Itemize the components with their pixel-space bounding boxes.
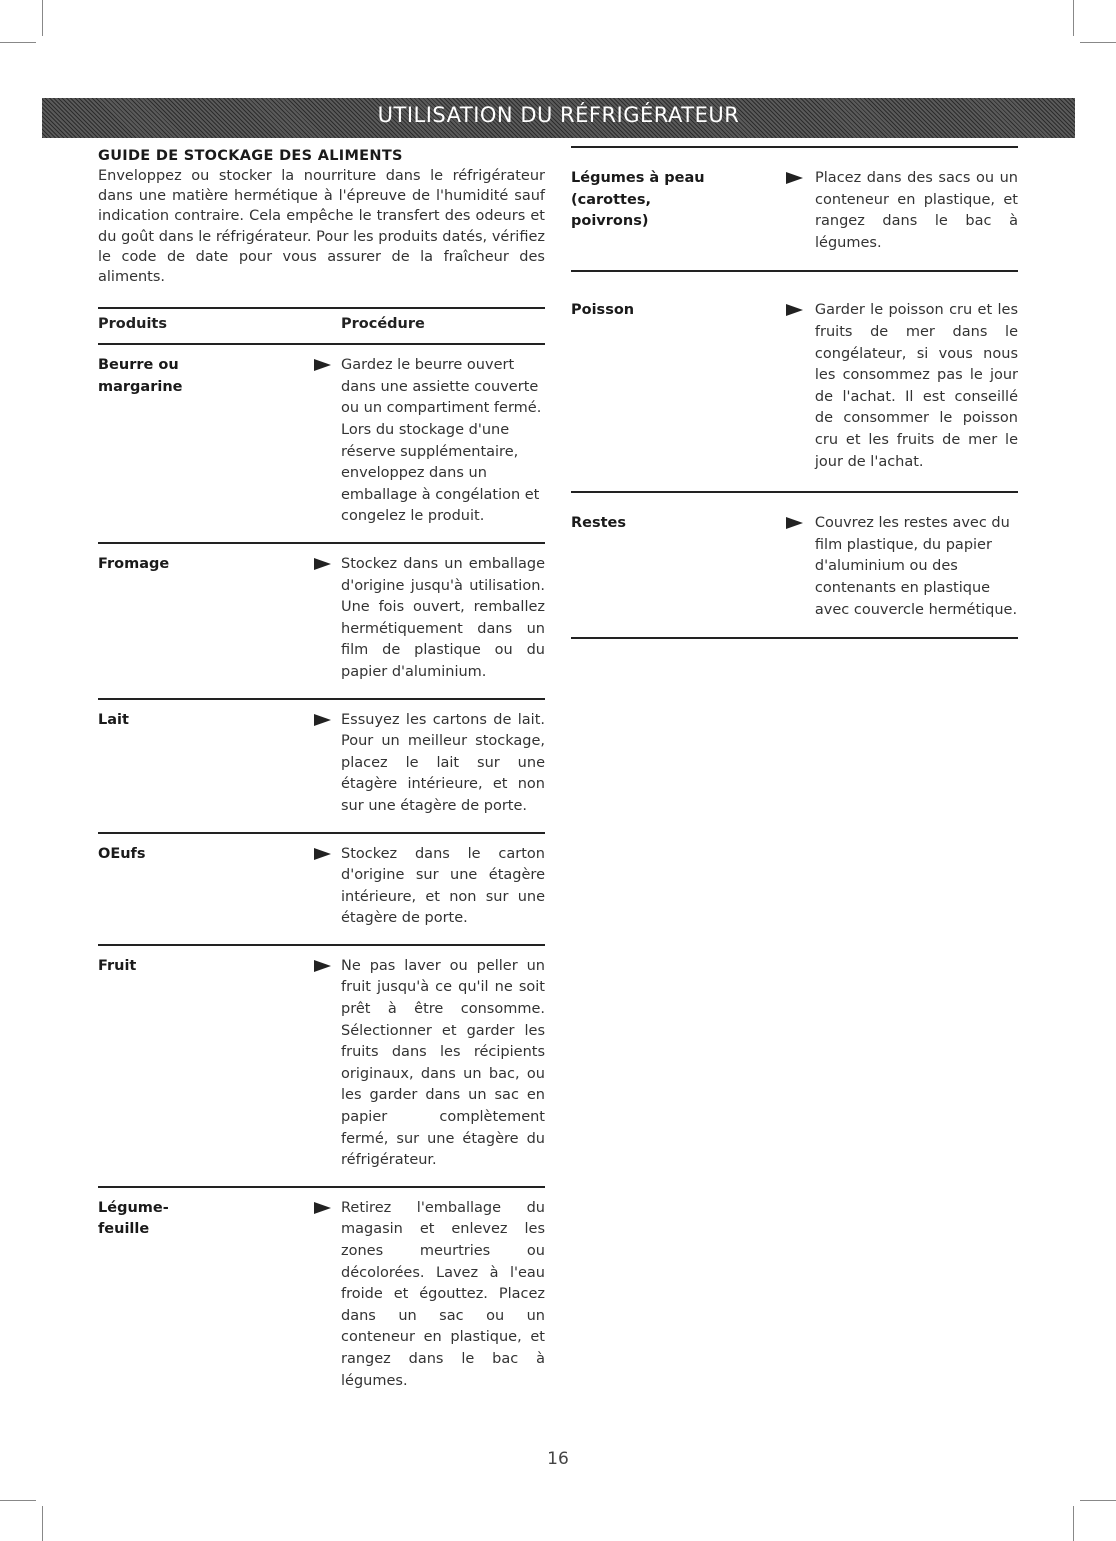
triangle-arrow-icon [298,844,341,930]
triangle-arrow-icon [298,1198,341,1392]
product-name: OEufs [98,845,146,862]
column-header-procedure: Procédure [341,316,425,333]
triangle-arrow-icon [772,300,815,473]
right-column [571,146,1018,639]
triangle-arrow-icon [298,554,341,684]
procedure-text: Stockez dans le carton d'origine sur une étagère intérieure, et non sur une étagère de porte. [341,845,545,927]
product-name: Fruit [98,957,137,974]
triangle-arrow-icon [298,710,341,818]
table-row [98,345,545,542]
table-rule [571,637,1018,639]
procedure-text: Stockez dans un emballage d'origine jusqu'à utilisation. Une fois ouvert, remballez hermétiquement dans un film de plastique ou du papier d'aluminium. [341,555,545,680]
crop-mark [1073,1506,1074,1541]
triangle-arrow-icon [298,355,341,528]
procedure-text: Essuyez les cartons de lait. Pour un meilleur stockage, placez le lait sur une étagère intérieure, et non sur une étagère de porte. [341,711,545,814]
procedure-text: Ne pas laver ou peller un fruit jusqu'à ce qu'il ne soit prêt à être consomme. Sélectionner et garder les fruits dans les récipients originaux, dans un bac, ou les garder dans un sac en papier complètement fermé, sur une étagère du réfrigérateur. [341,957,545,1169]
table-row [571,493,1018,637]
column-header-products: Produits [98,316,167,333]
crop-mark [42,1506,43,1541]
crop-mark [0,1500,36,1501]
procedure-text: Garder le poisson cru et les fruits de mer dans le congélateur, si vous nous les consommez pas le jour de l'achat. Il est conseillé de consommer le poisson cru et les fruits de mer le jour de l'achat. [814,302,1018,470]
procedure-text: Retirez l'emballage du magasin et enlevez les zones meurtries ou décolorées. Lavez à l'eau froide et égouttez. Placez dans un sac ou un conteneur en plastique, et rangez dans le bac à légumes. [341,1199,545,1389]
crop-mark [0,42,36,43]
table-row [98,946,545,1186]
table-header [98,309,545,343]
guide-title: GUIDE DE STOCKAGE DES ALIMENTS [98,148,403,164]
crop-mark [42,0,43,36]
guide-intro: Enveloppez ou stocker la nourriture dans le réfrigérateur dans une matière hermétique à l'épreuve de l'humidité sauf indication contraire. Cela empêche le transfert des odeurs et du goût dans le réfrigérateur. Pour les produits datés, vérifiez le code de date pour vous assurer de la fraîcheur des aliments. [98,168,545,286]
product-name: Lait [98,711,129,728]
table-row [571,272,1018,491]
crop-mark [1080,42,1116,43]
product-name: Poisson [571,302,635,319]
procedure-text: Placez dans des sacs ou un conteneur en plastique, et rangez dans le bac à légumes. [815,170,1018,251]
product-name: Beurre ou margarine [98,357,183,395]
left-column [98,146,545,1406]
product-name: Légumes à peau (carottes, poivrons) [571,170,705,229]
table-row [98,834,545,944]
triangle-arrow-icon [772,168,815,254]
table-row [98,700,545,832]
product-name: Fromage [98,555,170,572]
crop-mark [1080,1500,1116,1501]
table-row [98,544,545,698]
table-row [571,148,1018,270]
procedure-text: Couvrez les restes avec du film plastique, du papier d'aluminium ou des contenants en plastique avec couvercle hermétique. [814,515,1018,618]
banner-title: UTILISATION DU RÉFRIGÉRATEUR [377,103,740,127]
triangle-arrow-icon [772,513,815,621]
section-banner [42,98,1075,138]
product-name: Légume-feuille [98,1199,169,1238]
product-name: Restes [571,515,627,532]
crop-mark [1073,0,1074,36]
table-row [98,1188,545,1406]
page-number: 16 [547,1449,569,1469]
procedure-text: Gardez le beurre ouvert dans une assiette couverte ou un compartiment fermé. Lors du stockage d'une réserve supplémentaire, enveloppez dans un emballage à congélation et congelez le produit. [341,357,542,525]
triangle-arrow-icon [298,956,341,1172]
